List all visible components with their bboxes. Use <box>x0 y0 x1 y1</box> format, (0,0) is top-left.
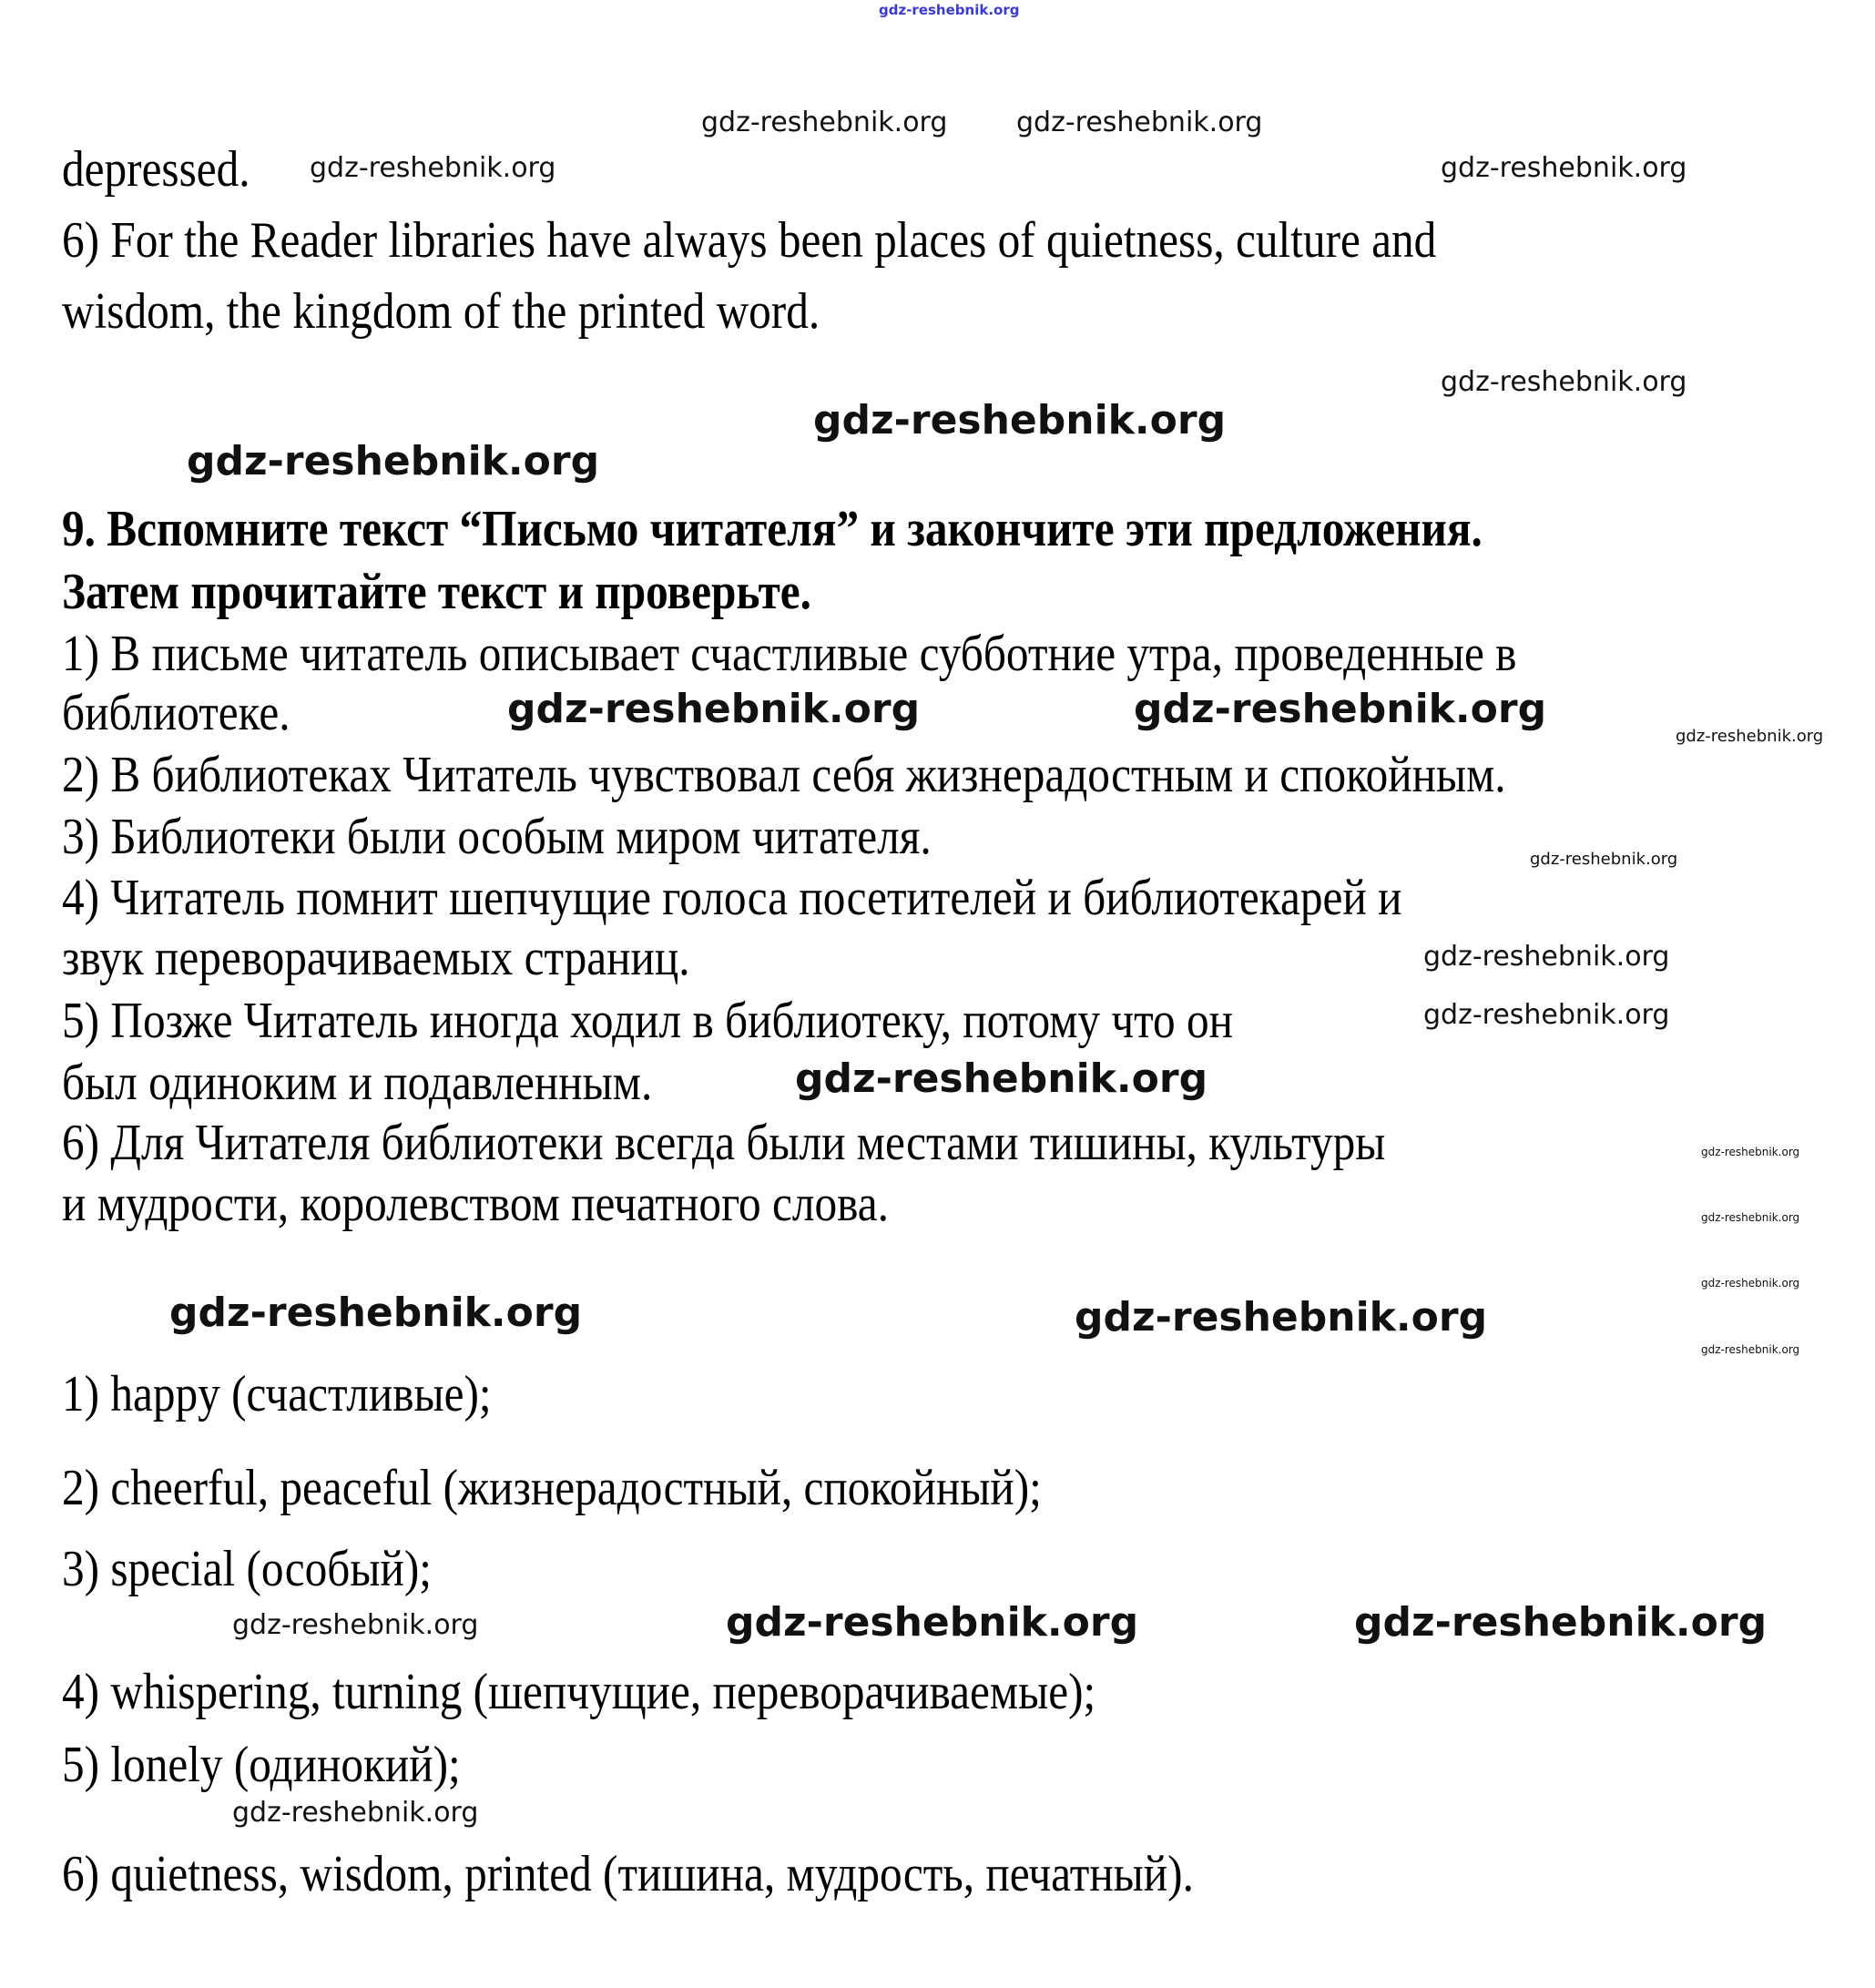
watermark: gdz-reshebnik.org <box>1423 941 1670 973</box>
sentence-4-line1: 4) Читатель помнит шепчущие голоса посетителей и библиотекарей и <box>62 870 1402 926</box>
watermark: gdz-reshebnik.org <box>795 1055 1208 1102</box>
watermark: gdz-reshebnik.org <box>813 397 1227 443</box>
watermark: gdz-reshebnik.org <box>1354 1599 1768 1646</box>
watermark: gdz-reshebnik.org <box>1701 1211 1800 1224</box>
watermark: gdz-reshebnik.org <box>232 1797 479 1829</box>
watermark: gdz-reshebnik.org <box>1016 107 1263 138</box>
sentence-1-line1: 1) В письме читатель описывает счастливые субботние утра, проведенные в <box>62 626 1517 682</box>
watermark: gdz-reshebnik.org <box>726 1599 1139 1646</box>
exercise-heading-line1: 9. Вспомните текст “Письмо читателя” и закончите эти предложения. <box>62 501 1483 557</box>
watermark: gdz-reshebnik.org <box>1134 686 1547 732</box>
watermark-top[interactable]: gdz-reshebnik.org <box>879 2 1020 18</box>
exercise-heading-line2: Затем прочитайте текст и проверьте. <box>62 564 811 620</box>
answer-4: 4) whispering, turning (шепчущие, переворачиваемые); <box>62 1664 1096 1720</box>
sentence-5-line2: был одиноким и подавленным. <box>62 1055 653 1111</box>
answer-6: 6) quietness, wisdom, printed (тишина, мудрость, печатный). <box>62 1846 1194 1902</box>
watermark: gdz-reshebnik.org <box>507 686 921 732</box>
answer-5: 5) lonely (одинокий); <box>62 1737 461 1793</box>
sentence-3: 3) Библиотеки были особым миром читателя. <box>62 809 932 865</box>
watermark: gdz-reshebnik.org <box>701 107 948 138</box>
sentence-5-line1: 5) Позже Читатель иногда ходил в библиотеку, потому что он <box>62 993 1234 1049</box>
sentence-1-line2: библиотеке. <box>62 685 290 741</box>
sentence-6-line2: и мудрости, королевством печатного слова. <box>62 1176 889 1232</box>
answer-2: 2) cheerful, peaceful (жизнерадостный, спокойный); <box>62 1460 1042 1516</box>
watermark: gdz-reshebnik.org <box>1441 152 1687 184</box>
answer-1: 1) happy (счастливые); <box>62 1366 492 1422</box>
watermark: gdz-reshebnik.org <box>232 1609 479 1641</box>
watermark: gdz-reshebnik.org <box>1701 1343 1800 1356</box>
previous-item-6-line2: wisdom, the kingdom of the printed word. <box>62 283 820 340</box>
watermark: gdz-reshebnik.org <box>187 438 600 484</box>
sentence-4-line2: звук переворачиваемых страниц. <box>62 930 690 986</box>
watermark: gdz-reshebnik.org <box>1701 1277 1800 1290</box>
watermark: gdz-reshebnik.org <box>169 1290 583 1336</box>
watermark: gdz-reshebnik.org <box>1701 1146 1800 1158</box>
sentence-2: 2) В библиотеках Читатель чувствовал себя жизнерадостным и спокойным. <box>62 747 1506 803</box>
previous-item-tail: depressed. <box>62 141 250 198</box>
watermark: gdz-reshebnik.org <box>1676 727 1824 746</box>
watermark: gdz-reshebnik.org <box>1530 850 1678 869</box>
previous-item-6-line1: 6) For the Reader libraries have always been places of quietness, culture and <box>62 212 1437 269</box>
answer-3: 3) special (особый); <box>62 1541 432 1597</box>
watermark: gdz-reshebnik.org <box>1441 366 1687 398</box>
watermark: gdz-reshebnik.org <box>310 152 556 184</box>
sentence-6-line1: 6) Для Читателя библиотеки всегда были местами тишины, культуры <box>62 1115 1386 1171</box>
watermark: gdz-reshebnik.org <box>1423 999 1670 1031</box>
watermark: gdz-reshebnik.org <box>1075 1294 1488 1341</box>
